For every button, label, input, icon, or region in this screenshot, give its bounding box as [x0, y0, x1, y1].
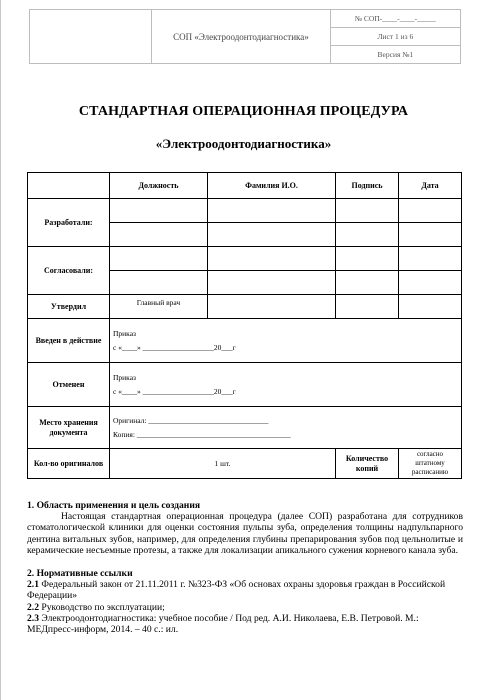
- cell: [208, 247, 336, 271]
- logo-cell: [30, 10, 152, 64]
- cell: [208, 199, 336, 223]
- section1-text: Настоящая стандартная операционная процедура (далее СОП) разработана для сотрудников стоматологической клиники для оценки состояния пульпы зуба, определения толщины надпульпарного дентина витальных зубов, например, для определения глубины препарирования зубов под цельнолитые и керамические несъемные протезы, а также для локализации апикального сужения корневого канала зуба.: [27, 511, 463, 556]
- ref-2-3-text: Электроодонтодиагностика: учебное пособие / Под ред. А.И. Николаева, Е.В. Петровой. М.: МЕДпресс-информ, 2014. – 40 с.: ил.: [27, 612, 419, 636]
- ref-2-2: [27, 602, 463, 613]
- cell: [336, 199, 399, 223]
- cell: [399, 271, 462, 295]
- copies-count-label: Количество копий: [336, 449, 399, 479]
- cell: [208, 271, 336, 295]
- ref-2-2-num: 2.2: [27, 601, 39, 613]
- introduced-order: Приказ: [113, 328, 137, 338]
- storage-copy: Копия: _________________________________________: [113, 429, 291, 439]
- storage-cell: [110, 407, 462, 449]
- ref-2-1-text: Федеральный закон от 21.11.2011 г. №323-ФЗ «Об основах охраны здоровья граждан в Российской Федерации»: [27, 579, 446, 602]
- document-title: СТАНДАРТНАЯ ОПЕРАЦИОННАЯ ПРОЦЕДУРА: [78, 104, 409, 119]
- cell: [110, 223, 208, 247]
- storage-original: Оригинал: ________________________________: [113, 415, 269, 425]
- sop-number: № СОП-____-____-_____: [330, 10, 460, 28]
- approved-label: Утвердил: [28, 295, 110, 319]
- cancelled-label: Отменен: [28, 363, 110, 407]
- cell: [336, 247, 399, 271]
- developed-label: Разработали:: [28, 199, 110, 247]
- originals-count-label: Кол-во оригиналов: [28, 449, 110, 479]
- storage-label: Место хранения документа: [28, 407, 110, 449]
- section1-heading: 1. Область применения и цель создания: [27, 500, 201, 511]
- ref-2-3: [27, 613, 463, 635]
- cancelled-order: Приказ: [113, 372, 137, 382]
- section2-heading: 2. Нормативные ссылки: [27, 568, 133, 580]
- introduced-date: с «____» ___________________20___г: [113, 342, 236, 352]
- col-position: Должность: [110, 173, 208, 199]
- cancelled-date: с «____» ___________________20___г: [113, 386, 236, 396]
- cell: [399, 199, 462, 223]
- col-name: Фамилия И.О.: [208, 173, 336, 199]
- sheet-number: Лист 1 из 6: [330, 28, 460, 46]
- copies-count-value: согласно штатному расписанию: [399, 449, 462, 479]
- introduced-label: Введен в действие: [28, 319, 110, 363]
- cell: [208, 295, 336, 319]
- ref-2-2-text: Руководство по эксплуатации;: [39, 601, 165, 613]
- ref-2-3-num: 2.3: [27, 612, 39, 624]
- cell: [208, 223, 336, 247]
- ref-2-1-num: 2.1: [27, 579, 39, 591]
- introduced-order-cell: [110, 319, 462, 363]
- cell: [336, 271, 399, 295]
- sop-title: СОП «Электроодонтодиагностика»: [152, 10, 331, 64]
- spacer: [27, 556, 463, 568]
- corner-cell: [28, 173, 110, 199]
- cell: [110, 271, 208, 295]
- cell: [110, 199, 208, 223]
- cell: [336, 223, 399, 247]
- cell: [336, 295, 399, 319]
- cell: [110, 247, 208, 271]
- approved-position: Главный врач: [110, 295, 208, 319]
- originals-count-value: 1 шт.: [110, 449, 336, 479]
- col-signature: Подпись: [336, 173, 399, 199]
- approval-table: [27, 172, 462, 479]
- cell: [399, 295, 462, 319]
- document-subtitle: «Электроодонтодиагностика»: [155, 136, 332, 151]
- cell: [399, 223, 462, 247]
- col-date: Дата: [399, 173, 462, 199]
- cell: [399, 247, 462, 271]
- version-number: Версия №1: [330, 46, 460, 64]
- cancelled-order-cell: [110, 363, 462, 407]
- header-table: [29, 9, 461, 64]
- agreed-label: Согласовали:: [28, 247, 110, 295]
- document-body: [27, 500, 463, 635]
- ref-2-1: [27, 579, 463, 601]
